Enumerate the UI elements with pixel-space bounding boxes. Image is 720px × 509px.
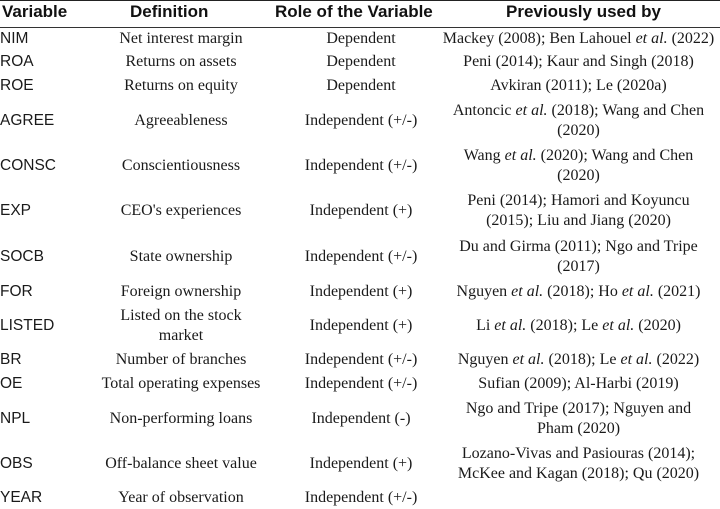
variable-cell: SOCB — [0, 248, 44, 265]
definition-cell: Conscientiousness — [121, 157, 241, 174]
definition-cell: State ownership — [129, 248, 233, 265]
previous-cell: Avkiran (2011); Le (2020a) — [490, 77, 667, 94]
variable-cell: BR — [0, 351, 22, 368]
role-cell: Independent (+) — [309, 283, 413, 300]
role-cell: Independent (+) — [309, 455, 413, 472]
table-row — [0, 372, 720, 396]
table-row — [0, 348, 720, 372]
variable-cell: AGREE — [0, 112, 55, 129]
variable-cell: NIM — [0, 30, 29, 47]
role-cell: Independent (+/-) — [304, 488, 418, 506]
table-row — [0, 98, 720, 144]
previous-cell — [437, 486, 720, 509]
definition-cell: Net interest margin — [119, 30, 243, 47]
previous-cell: Mackey (2008); Ben Lahouel et al. (2022) — [442, 30, 715, 47]
header-previously-used: Previously used by — [506, 2, 661, 21]
table-top-rule — [0, 0, 720, 1]
table-row — [0, 188, 720, 234]
variable-cell: LISTED — [0, 317, 55, 334]
variable-cell: ROE — [0, 77, 34, 94]
role-cell: Independent (+/-) — [304, 375, 418, 392]
previous-cell: Nguyen et al. (2018); Ho et al. (2021) — [456, 283, 701, 300]
variable-cell: OBS — [0, 455, 33, 472]
definition-cell: Off-balance sheet value — [105, 455, 257, 472]
previous-cell: Li et al. (2018); Le et al. (2020) — [476, 317, 681, 334]
role-cell: Independent (+/-) — [304, 112, 418, 129]
definition-cell: Returns on assets — [125, 53, 237, 70]
table-row — [0, 396, 720, 442]
table-row — [0, 50, 720, 74]
role-cell: Independent (-) — [311, 410, 411, 427]
role-cell: Dependent — [326, 77, 396, 94]
role-cell: Dependent — [326, 53, 396, 70]
role-cell: Independent (+) — [309, 317, 413, 334]
header-role: Role of the Variable — [275, 2, 433, 21]
previous-cell: Wang et al. (2020); Wang and Chen (2020) — [463, 147, 694, 184]
definition-cell: Listed on the stock market — [120, 307, 242, 344]
definition-cell: Number of branches — [115, 351, 247, 368]
table-row — [0, 28, 720, 50]
previous-cell: Antoncic et al. (2018); Wang and Chen (2020) — [452, 102, 705, 139]
header-variable: Variable — [2, 2, 68, 21]
table-row — [0, 74, 720, 98]
definition-cell: Agreeableness — [134, 112, 228, 129]
role-cell: Independent (+) — [309, 202, 413, 219]
previous-cell: Peni (2014); Hamori and Koyuncu (2015); Liu and Jiang (2020) — [467, 192, 690, 229]
previous-cell: Du and Girma (2011); Ngo and Tripe (2017) — [459, 238, 698, 275]
variable-cell: ROA — [0, 53, 34, 70]
role-cell: Independent (+/-) — [304, 351, 418, 368]
variable-cell: EXP — [0, 202, 32, 219]
previous-cell: Ngo and Tripe (2017); Nguyen and Pham (2020) — [465, 400, 692, 437]
table-row — [0, 486, 720, 509]
table-row — [0, 144, 720, 188]
previous-cell: Nguyen et al. (2018); Le et al. (2022) — [457, 351, 700, 368]
variable-cell: CONSC — [0, 157, 56, 174]
definition-cell: Year of observation — [118, 488, 244, 506]
definition-cell: Non-performing loans — [109, 410, 253, 427]
previous-cell: Sufian (2009); Al-Harbi (2019) — [478, 375, 679, 392]
table-row — [0, 280, 720, 304]
definition-cell: CEO's experiences — [120, 202, 242, 219]
variable-cell: YEAR — [0, 488, 43, 506]
variable-cell: OE — [0, 375, 23, 392]
previous-cell: Lozano-Vivas and Pasiouras (2014); McKee and Kagan (2018); Qu (2020) — [457, 445, 700, 482]
table-row — [0, 234, 720, 280]
definition-cell: Foreign ownership — [120, 283, 242, 300]
variable-cell: NPL — [0, 410, 31, 427]
role-cell: Independent (+/-) — [304, 157, 418, 174]
previous-cell: Peni (2014); Kaur and Singh (2018) — [463, 53, 694, 70]
table-row — [0, 304, 720, 348]
definition-cell: Total operating expenses — [101, 375, 261, 392]
header-definition: Definition — [130, 2, 209, 21]
role-cell: Dependent — [326, 30, 396, 47]
variable-cell: FOR — [0, 283, 33, 300]
definition-cell: Returns on equity — [124, 77, 238, 94]
table-row — [0, 442, 720, 486]
role-cell: Independent (+/-) — [304, 248, 418, 265]
